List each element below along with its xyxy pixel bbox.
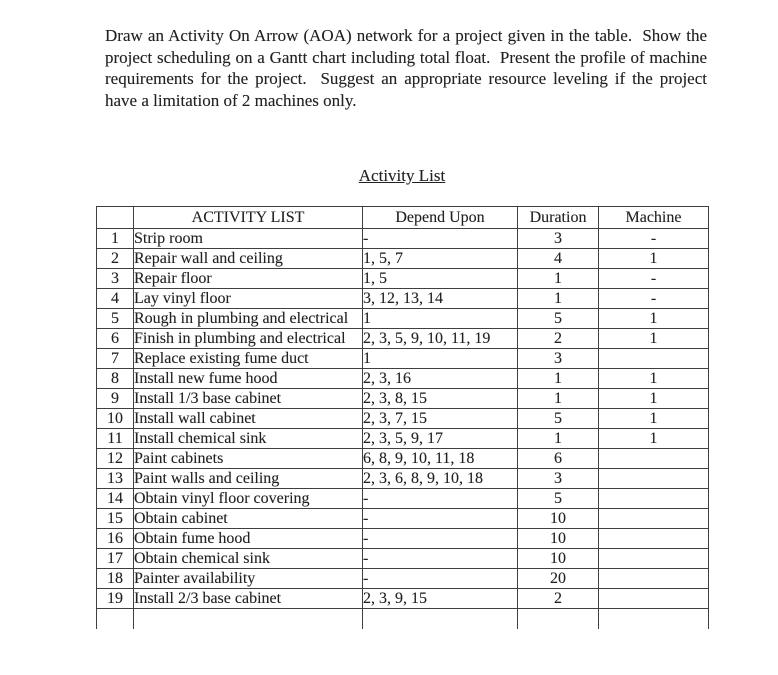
table-row <box>97 329 709 349</box>
depend-upon-cell: - <box>363 549 518 569</box>
depend-upon-cell: 2, 3, 5, 9, 10, 11, 19 <box>363 329 518 349</box>
depend-upon-cell: - <box>363 489 518 509</box>
machine-cell: - <box>599 289 709 309</box>
table-row <box>97 549 709 569</box>
activity-list-table <box>96 206 709 629</box>
machine-cell <box>599 549 709 569</box>
stub-cell <box>518 609 599 629</box>
depend-upon-cell: 1, 5 <box>363 269 518 289</box>
machine-cell <box>599 349 709 369</box>
activity-name-cell: Install chemical sink <box>134 429 363 449</box>
activity-name-cell: Rough in plumbing and electrical <box>134 309 363 329</box>
duration-cell: 5 <box>518 309 599 329</box>
duration-cell: 10 <box>518 529 599 549</box>
table-row <box>97 489 709 509</box>
row-number-cell: 14 <box>97 489 134 509</box>
row-number-cell: 12 <box>97 449 134 469</box>
duration-cell: 3 <box>518 229 599 249</box>
row-number-cell: 13 <box>97 469 134 489</box>
duration-cell: 3 <box>518 469 599 489</box>
activity-name-cell: Obtain cabinet <box>134 509 363 529</box>
table-row <box>97 369 709 389</box>
header-duration: Duration <box>518 207 599 229</box>
table-row <box>97 569 709 589</box>
duration-cell: 1 <box>518 369 599 389</box>
duration-cell: 4 <box>518 249 599 269</box>
duration-cell: 10 <box>518 509 599 529</box>
header-row <box>97 207 709 229</box>
row-number-cell: 10 <box>97 409 134 429</box>
row-number-cell: 15 <box>97 509 134 529</box>
depend-upon-cell: - <box>363 569 518 589</box>
activity-name-cell: Strip room <box>134 229 363 249</box>
stub-cell <box>363 609 518 629</box>
header-activity-list: ACTIVITY LIST <box>134 207 363 229</box>
activity-name-cell: Obtain chemical sink <box>134 549 363 569</box>
row-number-cell: 8 <box>97 369 134 389</box>
row-number-cell: 19 <box>97 589 134 609</box>
duration-cell: 2 <box>518 329 599 349</box>
depend-upon-cell: 3, 12, 13, 14 <box>363 289 518 309</box>
activity-name-cell: Lay vinyl floor <box>134 289 363 309</box>
machine-cell <box>599 589 709 609</box>
table-row <box>97 409 709 429</box>
depend-upon-cell: 2, 3, 9, 15 <box>363 589 518 609</box>
table-row <box>97 249 709 269</box>
machine-cell: - <box>599 229 709 249</box>
duration-cell: 2 <box>518 589 599 609</box>
depend-upon-cell: 2, 3, 5, 9, 17 <box>363 429 518 449</box>
duration-cell: 5 <box>518 489 599 509</box>
duration-cell: 1 <box>518 389 599 409</box>
header-machine: Machine <box>599 207 709 229</box>
table-row <box>97 589 709 609</box>
row-number-cell: 11 <box>97 429 134 449</box>
duration-cell: 20 <box>518 569 599 589</box>
activity-name-cell: Paint cabinets <box>134 449 363 469</box>
machine-cell: 1 <box>599 369 709 389</box>
row-number-cell: 18 <box>97 569 134 589</box>
row-number-cell: 4 <box>97 289 134 309</box>
activity-name-cell: Install new fume hood <box>134 369 363 389</box>
depend-upon-cell: 2, 3, 16 <box>363 369 518 389</box>
row-number-cell: 1 <box>97 229 134 249</box>
duration-cell: 1 <box>518 289 599 309</box>
table-row <box>97 269 709 289</box>
machine-cell <box>599 569 709 589</box>
table-row <box>97 309 709 329</box>
row-number-cell: 9 <box>97 389 134 409</box>
duration-cell: 3 <box>518 349 599 369</box>
row-number-cell: 5 <box>97 309 134 329</box>
depend-upon-cell: 1 <box>363 349 518 369</box>
machine-cell: 1 <box>599 429 709 449</box>
row-number-cell: 7 <box>97 349 134 369</box>
machine-cell <box>599 509 709 529</box>
machine-cell <box>599 449 709 469</box>
table-row <box>97 229 709 249</box>
row-number-cell: 6 <box>97 329 134 349</box>
row-number-cell: 2 <box>97 249 134 269</box>
row-number-cell: 16 <box>97 529 134 549</box>
machine-cell <box>599 469 709 489</box>
duration-cell: 1 <box>518 269 599 289</box>
machine-cell <box>599 529 709 549</box>
duration-cell: 10 <box>518 549 599 569</box>
stub-cell <box>97 609 134 629</box>
machine-cell: 1 <box>599 249 709 269</box>
table-title: Activity List <box>358 166 446 185</box>
table-bottom-stub <box>97 609 709 629</box>
activity-name-cell: Obtain fume hood <box>134 529 363 549</box>
machine-cell: 1 <box>599 309 709 329</box>
depend-upon-cell: 1 <box>363 309 518 329</box>
depend-upon-cell: 2, 3, 8, 15 <box>363 389 518 409</box>
machine-cell: - <box>599 269 709 289</box>
table-row <box>97 469 709 489</box>
depend-upon-cell: - <box>363 229 518 249</box>
table-row <box>97 349 709 369</box>
activity-name-cell: Finish in plumbing and electrical <box>134 329 363 349</box>
activity-name-cell: Install wall cabinet <box>134 409 363 429</box>
table-row <box>97 289 709 309</box>
machine-cell: 1 <box>599 409 709 429</box>
activity-name-cell: Obtain vinyl floor covering <box>134 489 363 509</box>
activity-name-cell: Install 1/3 base cabinet <box>134 389 363 409</box>
activity-name-cell: Painter availability <box>134 569 363 589</box>
table-row <box>97 449 709 469</box>
activity-name-cell: Replace existing fume duct <box>134 349 363 369</box>
machine-cell <box>599 489 709 509</box>
duration-cell: 6 <box>518 449 599 469</box>
stub-cell <box>134 609 363 629</box>
duration-cell: 5 <box>518 409 599 429</box>
row-number-cell: 3 <box>97 269 134 289</box>
activity-name-cell: Repair wall and ceiling <box>134 249 363 269</box>
depend-upon-cell: 1, 5, 7 <box>363 249 518 269</box>
stub-cell <box>599 609 709 629</box>
activity-name-cell: Paint walls and ceiling <box>134 469 363 489</box>
activity-name-cell: Install 2/3 base cabinet <box>134 589 363 609</box>
row-number-cell: 17 <box>97 549 134 569</box>
table-row <box>97 389 709 409</box>
header-index <box>97 207 134 229</box>
table-row <box>97 429 709 449</box>
depend-upon-cell: 2, 3, 7, 15 <box>363 409 518 429</box>
table-row <box>97 529 709 549</box>
table-row <box>97 509 709 529</box>
header-depend-upon: Depend Upon <box>363 207 518 229</box>
depend-upon-cell: - <box>363 529 518 549</box>
depend-upon-cell: - <box>363 509 518 529</box>
table-title-wrap <box>96 166 708 186</box>
depend-upon-cell: 2, 3, 6, 8, 9, 10, 18 <box>363 469 518 489</box>
duration-cell: 1 <box>518 429 599 449</box>
machine-cell: 1 <box>599 329 709 349</box>
machine-cell: 1 <box>599 389 709 409</box>
problem-statement: Draw an Activity On Arrow (AOA) network for a project given in the table. Show the project scheduling on a Gantt chart including total float. Present the profile of machine requirements for the project. Suggest an appropriate resource leveling if the project have a limitation of 2 machines only. <box>105 26 707 110</box>
depend-upon-cell: 6, 8, 9, 10, 11, 18 <box>363 449 518 469</box>
activity-name-cell: Repair floor <box>134 269 363 289</box>
